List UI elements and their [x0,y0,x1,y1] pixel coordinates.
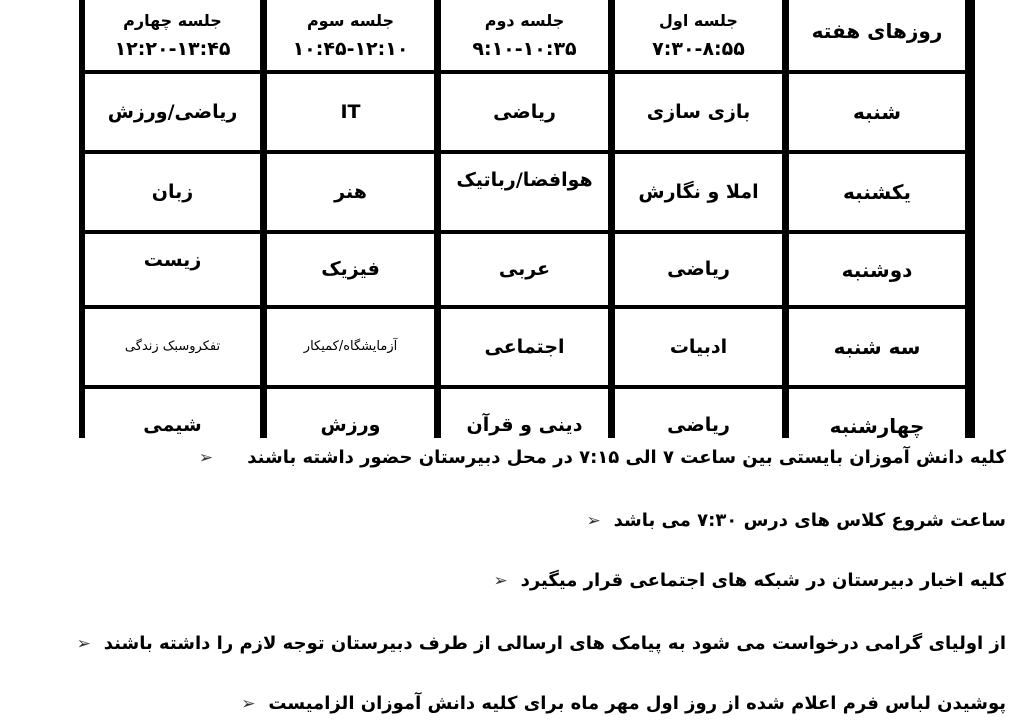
session-1-time: ۷:۳۰-۸:۵۵ [652,38,745,61]
checkmark-arrow-icon: ➢ [241,694,256,714]
note-item [58,633,1006,655]
class-cell: عربی [441,234,608,305]
day-cell: دوشنبه [789,234,965,305]
day-cell: سه شنبه [789,309,965,385]
note-text: از اولیای گرامی درخواست می شود به پیامک های ارسالی از طرف دبیرستان توجه لازم را داشته باشند [103,633,1006,654]
class-cell: ریاضی [441,74,608,150]
header-session-4 [85,0,260,70]
class-cell: ریاضی [615,389,782,462]
class-cell: ریاضی/ورزش [85,74,260,150]
session-3-name: جلسه سوم [306,10,395,30]
session-4-name: جلسه چهارم [123,10,222,30]
note-item [180,447,1006,469]
note-text: کلیه اخبار دبیرستان در شبکه های اجتماعی قرار میگیرد [520,570,1006,591]
checkmark-arrow-icon: ➢ [586,511,601,531]
class-cell: اجتماعی [441,309,608,385]
class-cell: هنر [267,154,434,230]
class-cell: ادبیات [615,309,782,385]
checkmark-arrow-icon: ➢ [493,571,508,591]
checkmark-arrow-icon: ➢ [198,448,214,468]
note-text: پوشیدن لباس فرم اعلام شده از روز اول مهر ماه برای کلیه دانش آموزان الزامیست [268,693,1006,714]
class-cell: فیزیک [267,234,434,305]
class-cell: املا و نگارش [615,154,782,230]
class-cell: تفکروسبک زندگی [85,309,260,385]
day-cell: یکشنبه [789,154,965,230]
class-cell: دینی و قرآن [441,389,608,462]
class-cell: بازی سازی [615,74,782,150]
note-text: ساعت شروع کلاس های درس ۷:۳۰ می باشد [613,510,1006,531]
session-3-time: ۱۰:۴۵-۱۲:۱۰ [292,38,409,61]
session-1-name: جلسه اول [659,10,738,30]
note-item [568,510,1006,532]
session-2-name: جلسه دوم [484,10,565,30]
session-2-time: ۹:۱۰-۱۰:۳۵ [472,38,577,61]
class-cell: زبان [85,154,260,230]
header-session-2 [441,0,608,70]
day-cell: چهارشنبه [789,389,965,462]
class-cell: شیمی [85,389,260,462]
weekly-schedule-table [79,0,975,438]
class-cell: آزمایشگاه/کمیکار [267,309,434,385]
note-item [222,693,1006,715]
class-cell: زیست [85,234,260,305]
day-cell: شنبه [789,74,965,150]
class-cell: IT [267,74,434,150]
class-cell: ریاضی [615,234,782,305]
class-cell: ورزش [267,389,434,462]
header-session-1 [615,0,782,70]
checkmark-arrow-icon: ➢ [76,634,91,654]
note-text: کلیه دانش آموزان بایستی بین ساعت ۷ الی ۷:۱۵ در محل دبیرستان حضور داشته باشند [247,447,1006,468]
class-cell: هوافضا/رباتیک [441,154,608,230]
session-4-time: ۱۲:۲۰-۱۳:۴۵ [114,38,231,61]
note-item [475,570,1006,592]
header-session-3 [267,0,434,70]
header-days-of-week: روزهای هفته [789,0,965,70]
